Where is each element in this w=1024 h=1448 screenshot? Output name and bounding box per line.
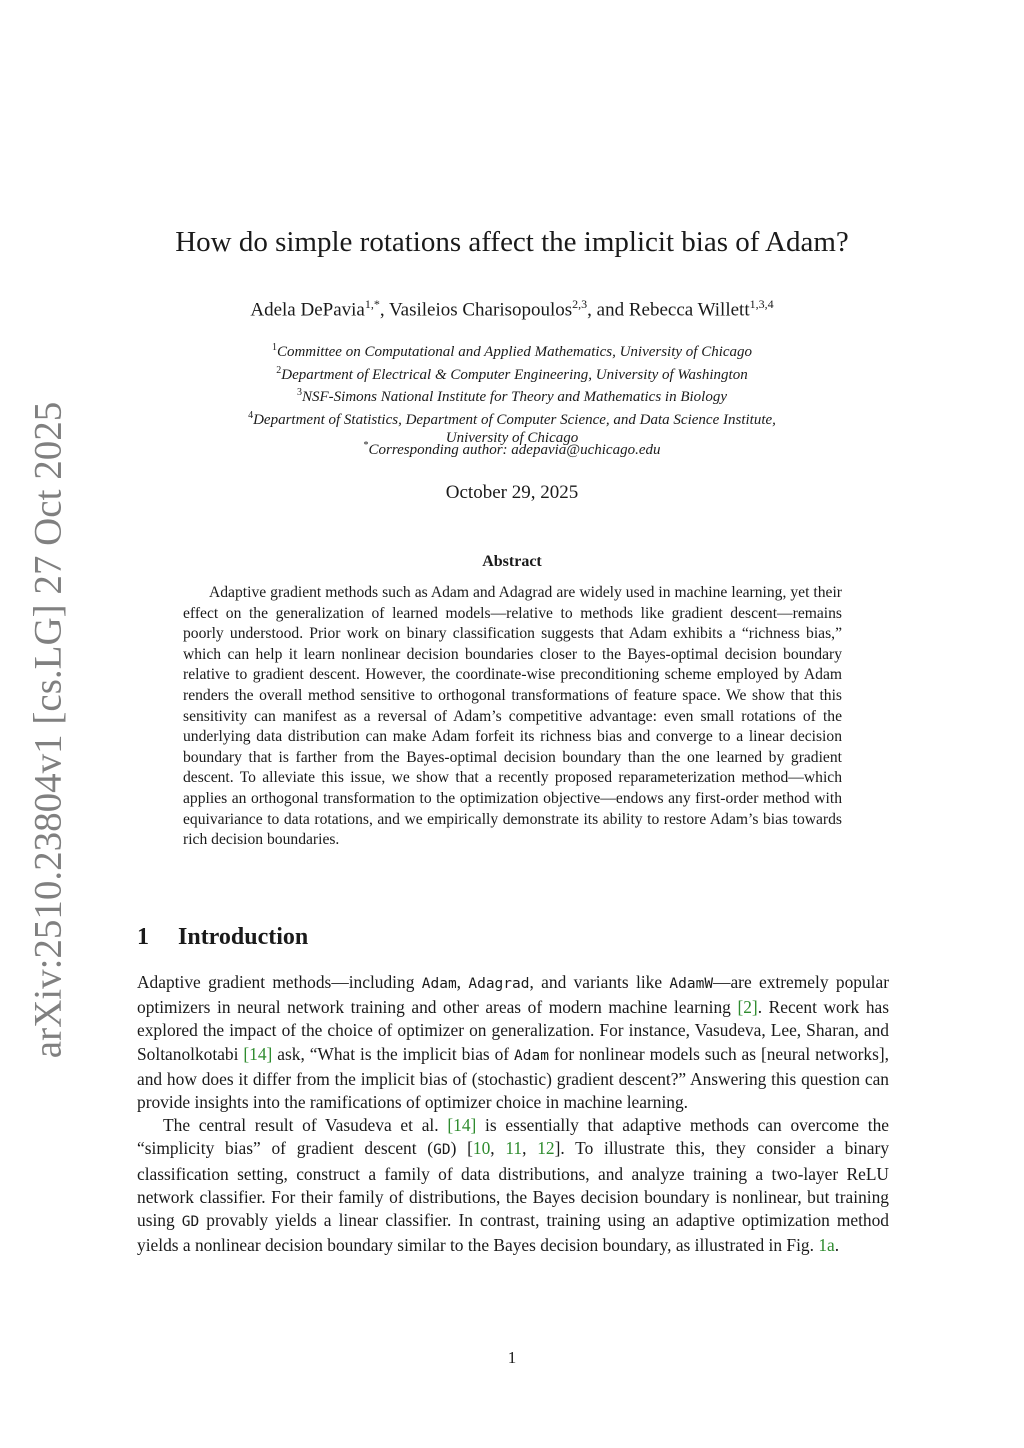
abstract-heading: Abstract [482,553,542,570]
affil-text: Department of Statistics, Department of Computer Science, and Data Science Institute, [253,411,776,428]
text-run: for nonlinear models such as [neural networks], and how does it differ from the implicit bias of (stochastic) gradient descent?” Answering this question can provide insights into the ramifications of optimizer choice in machine learning. [137,1043,889,1113]
affil-mark: 3 [297,387,302,398]
paragraph [137,971,889,1114]
affil-mark: 1 [271,342,277,353]
arxiv-sidebar [18,401,78,1059]
code-term: Adam [421,976,457,992]
corr-text: Corresponding author: adepavia@uchicago.edu [368,442,661,458]
code-term: GD [181,1214,200,1231]
affil-text: Department of Electrical & Computer Engineering, University of Washington [281,366,748,383]
arxiv-stamp: arXiv:2510.23804v1 [cs.LG] 27 Oct 2025 [26,401,70,1059]
page-number: 1 [507,1348,517,1367]
affil-text: University of Chicago [445,430,579,446]
citation-link[interactable]: [2] [737,997,758,1018]
affil-mark: 2 [276,364,282,376]
affiliation-line [0,407,1024,430]
author-affil-mark: 1,* [364,297,380,311]
affil-mark: 4 [248,409,254,421]
text-run: , and variants like [529,972,670,992]
text-run: ]. To illustrate this, they consider a binary classification setting, construct a family of data distributions, and analyze training a two-layer ReLU network classifier. For their family of distributions, the Bayes decision boundary is nonlinear, but training using [137,1138,890,1231]
author-separator: , [379,299,390,321]
code-term: Adam [514,1047,549,1064]
text-run: —are extremely popular optimizers in neural network training and other areas of modern machine learning [137,972,890,1018]
text-run: , [522,1138,538,1159]
abstract-body: Adaptive gradient methods such as Adam and Adagrad are widely used in machine learning, yet their effect on the generalization of learned models—relative to methods like gradient descent—remains poorly understood. Prior work on binary classification suggests that Adam exhibits a “richness bias,” which can help it learn nonlinear decision boundaries closer to the Bayes-optimal decision boundary relative to gradient descent. However, the coordinate-wise preconditioning scheme employed by Adam renders the overall method sensitive to orthogonal transformations of feature space. We show that this sensitivity can manifest as a reversal of Adam’s competitive advantage: even small rotations of the underlying data distribution can make Adam forfeit its richness bias and converge to a linear decision boundary that is farther from the Bayes-optimal decision boundary than the one learned by gradient descent. To alleviate this issue, we show that a recently proposed reparameterization method—which applies an orthogonal transformation to the optimization objective—endows any first-order method with equivariance to data rotations, and we empirically demonstrate its ability to restore Adam’s bias towards rich decision boundaries. [183,584,842,849]
section-title: Introduction [178,924,309,950]
affiliation-line [0,362,1024,385]
text-run: Adaptive gradient methods—including [137,972,422,992]
text-run: ) [ [450,1138,473,1159]
affiliation-line [0,384,1024,407]
code-term: AdamW [669,976,714,992]
text-run: ask, “What is the implicit bias of [272,1043,514,1064]
text-run: The central result of Vasudeva et al. [163,1115,448,1136]
text-run: is essentially that adaptive methods can overcome the “simplicity bias” of gradient descent ( [137,1115,889,1159]
text-run: , [490,1138,506,1159]
affiliation-line [0,339,1024,362]
paper-title: How do simple rotations affect the implicit bias of Adam? [175,226,849,258]
corr-mark: * [363,440,369,451]
affiliations [0,339,1024,448]
paper-date: October 29, 2025 [445,482,579,503]
code-term: Adagrad [468,976,530,992]
corresponding-author [0,440,1024,459]
affil-text: NSF-Simons National Institute for Theory and Mathematics in Biology [302,389,727,405]
text-run: . Recent work has explored the impact of the choice of optimizer on generalization. For instance, Vasudeva, Lee, Sharan, and Soltanolkotabi [137,997,889,1064]
affil-text: Committee on Computational and Applied Mathematics, University of Chicago [276,344,753,360]
text-run: . [834,1235,840,1256]
section-number: 1 [137,924,149,950]
author-name: Vasileios Charisopoulos [389,299,573,321]
text-run: provably yields a linear classifier. In contrast, training using an adaptive optimization method yields a nonlinear decision boundary similar to the Bayes decision boundary, as illustrated in Fig. [137,1210,889,1256]
code-term: GD [433,1142,451,1159]
citation-link[interactable]: 10 [472,1138,491,1159]
text-run: , [456,972,469,992]
author-name: Adela DePavia [250,299,365,321]
section-heading [137,924,308,951]
citation-link[interactable]: 12 [537,1138,555,1159]
author-list [0,297,1024,321]
citation-link[interactable]: 11 [505,1138,523,1159]
author-name: Rebecca Willett [628,299,750,321]
figure-link[interactable]: 1a [818,1235,835,1256]
author-affil-mark: 1,3,4 [749,297,774,311]
citation-link[interactable]: [14] [243,1043,273,1064]
paragraph [137,1114,889,1257]
author-affil-mark: 2,3 [572,297,588,311]
intro-text [137,971,889,1257]
author-separator: , and [587,299,629,321]
citation-link[interactable]: [14] [447,1115,477,1136]
